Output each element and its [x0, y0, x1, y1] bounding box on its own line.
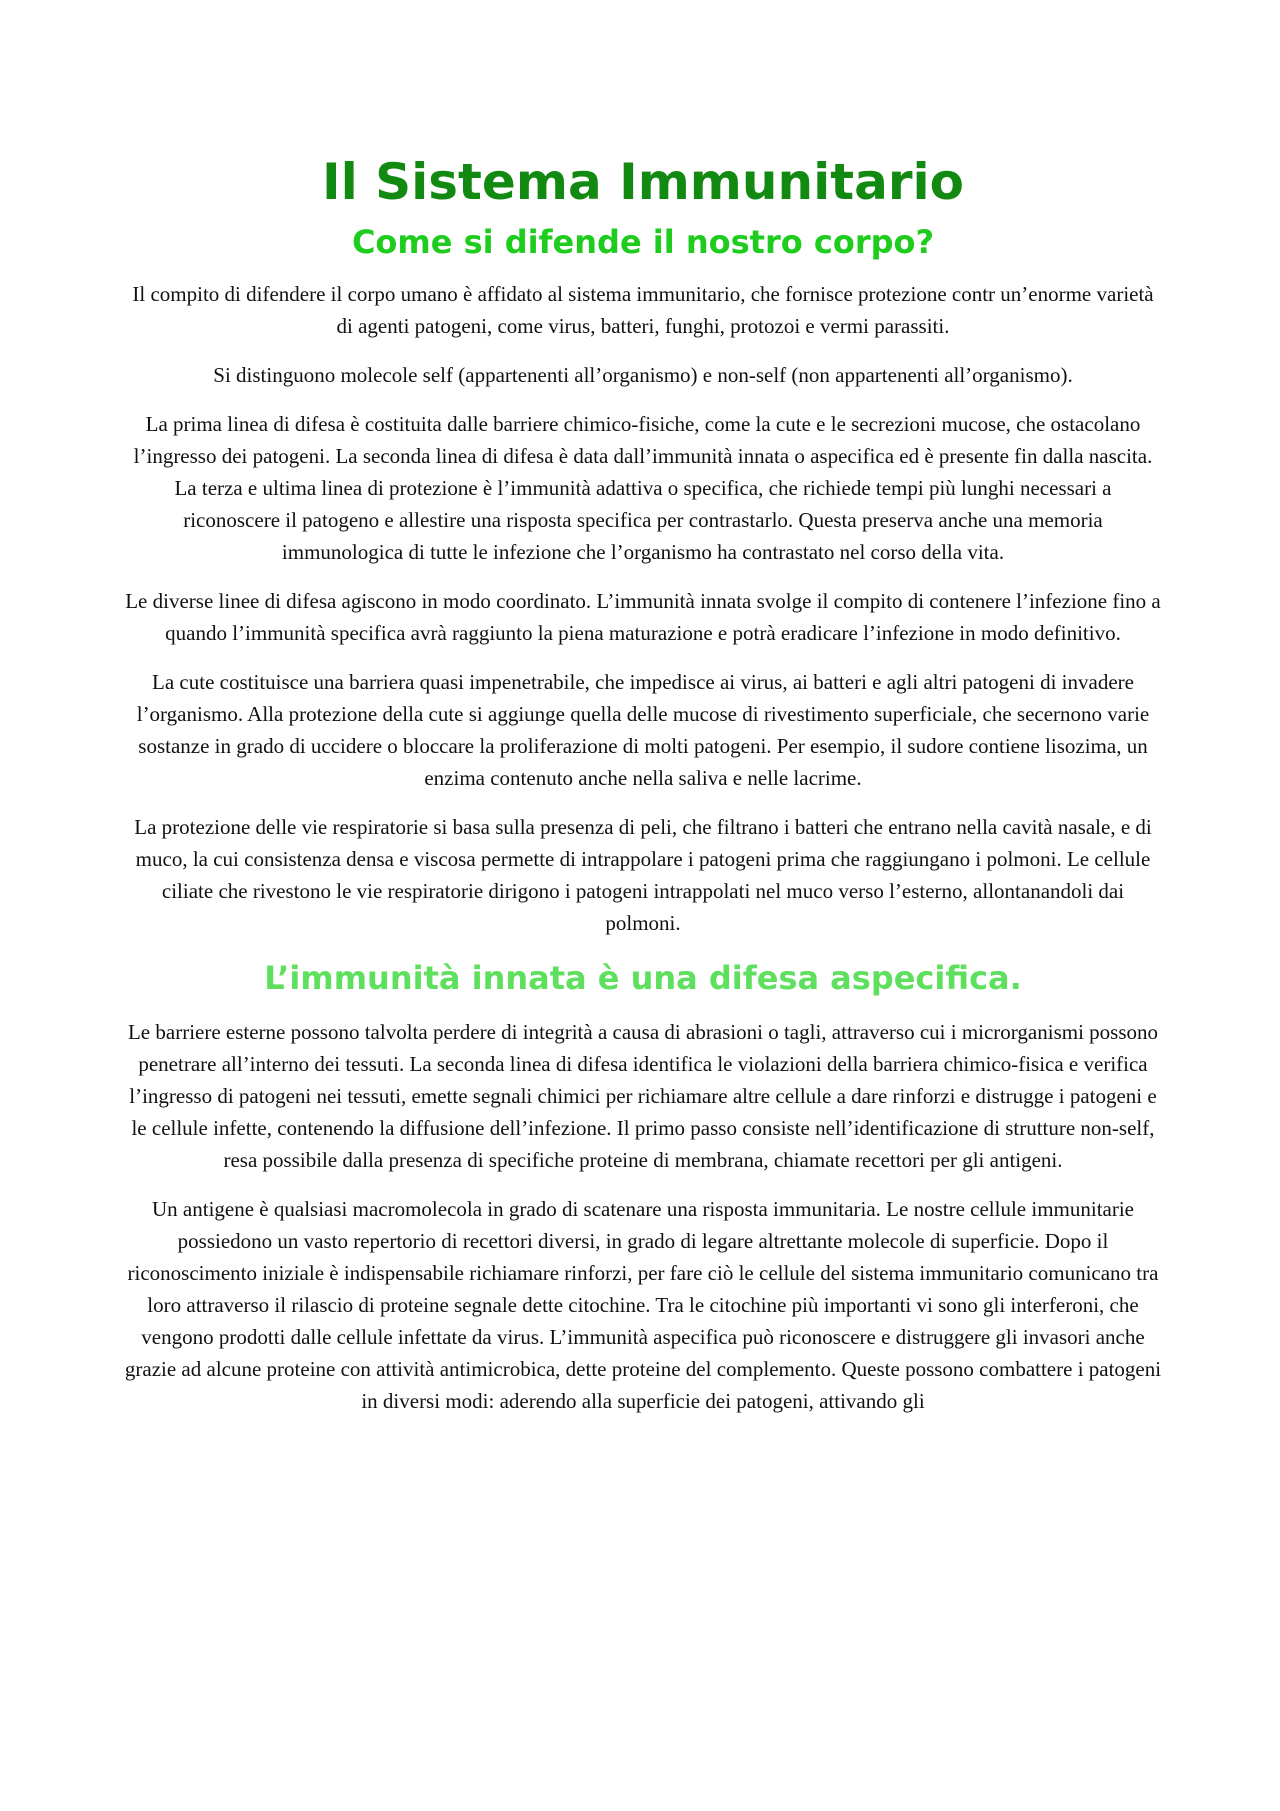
paragraph-intro-6: La protezione delle vie respiratorie si basa sulla presenza di peli, che filtrano i batteri che entrano nella cavità nasale, e di muco, la cui consistenza densa e viscosa permette di intrappolare i patogeni prima che raggiungano i polmoni. Le cellule ciliate che rivestono le vie respiratorie dirigono i patogeni intrappolati nel muco verso l’esterno, allontanandoli dai polmoni. [134, 815, 1152, 935]
paragraph-intro-1: Il compito di difendere il corpo umano è affidato al sistema immunitario, che fornisce protezione contr un’enorme varietà di agenti patogeni, come virus, batteri, funghi, protozoi e vermi parassiti. [132, 282, 1154, 338]
document-subtitle: Come si difende il nostro corpo? [351, 223, 935, 261]
paragraph-section-2: Un antigene è qualsiasi macromolecola in grado di scatenare una risposta immunitaria. Le nostre cellule immunitarie possiedono un vasto repertorio di recettori diversi, in grado di legare altrettante molecole di superficie. Dopo il riconoscimento iniziale è indispensabile richiamare rinforzi, per fare ciò le cellule del sistema immunitario comunicano tra loro attraverso il rilascio di proteine segnale dette citochine. Tra le citochine più importanti vi sono gli interferoni, che vengono prodotti dalle cellule infettate da virus. L’immunità aspecifica può riconoscere e distruggere gli invasori anche grazie ad alcune proteine con attività antimicrobica, dette proteine del complemento. Queste possono combattere i patogeni in diversi modi: aderendo alla superficie dei patogeni, attivando gli [124, 1197, 1162, 1413]
section-heading: L’immunità innata è una difesa aspecifica. [264, 959, 1022, 997]
document-page [118, 150, 1168, 1434]
paragraph-intro-4: Le diverse linee di difesa agiscono in modo coordinato. L’immunità innata svolge il compito di contenere l’infezione fino a quando l’immunità specifica avrà raggiunto la piena maturazione e potrà eradicare l’infezione in modo definitivo. [125, 589, 1161, 645]
paragraph-intro-5: La cute costituisce una barriera quasi impenetrabile, che impedisce ai virus, ai batteri e agli altri patogeni di invadere l’organismo. Alla protezione della cute si aggiunge quella delle mucose di rivestimento superficiale, che secernono varie sostanze in grado di uccidere o bloccare la proliferazione di molti patogeni. Per esempio, il sudore contiene lisozima, un enzima contenuto anche nella saliva e nelle lacrime. [136, 670, 1150, 790]
paragraph-intro-2: Si distinguono molecole self (appartenenti all’organismo) e non-self (non appartenenti all’organismo). [213, 363, 1073, 387]
paragraph-section-1: Le barriere esterne possono talvolta perdere di integrità a causa di abrasioni o tagli, attraverso cui i microrganismi possono penetrare all’interno dei tessuti. La seconda linea di difesa identifica le violazioni della barriera chimico-fisica e verifica l’ingresso di patogeni nei tessuti, emette segnali chimici per richiamare altre cellule a dare rinforzi e distrugge i patogeni e le cellule infette, contenendo la diffusione dell’infezione. Il primo passo consiste nell’identificazione di strutture non-self, resa possibile dalla presenza di specifiche proteine di membrana, chiamate recettori per gli antigeni. [127, 1020, 1159, 1172]
paragraph-intro-3: La prima linea di difesa è costituita dalle barriere chimico-fisiche, come la cute e le secrezioni mucose, che ostacolano l’ingresso dei patogeni. La seconda linea di difesa è data dall’immunità innata o aspecifica ed è presente fin dalla nascita. La terza e ultima linea di protezione è l’immunità adattiva o specifica, che richiede tempi più lunghi necessari a riconoscere il patogeno e allestire una risposta specifica per contrastarlo. Questa preserva anche una memoria immunologica di tutte le infezione che l’organismo ha contrastato nel corso della vita. [133, 412, 1153, 564]
document-title: Il Sistema Immunitario [321, 153, 965, 211]
